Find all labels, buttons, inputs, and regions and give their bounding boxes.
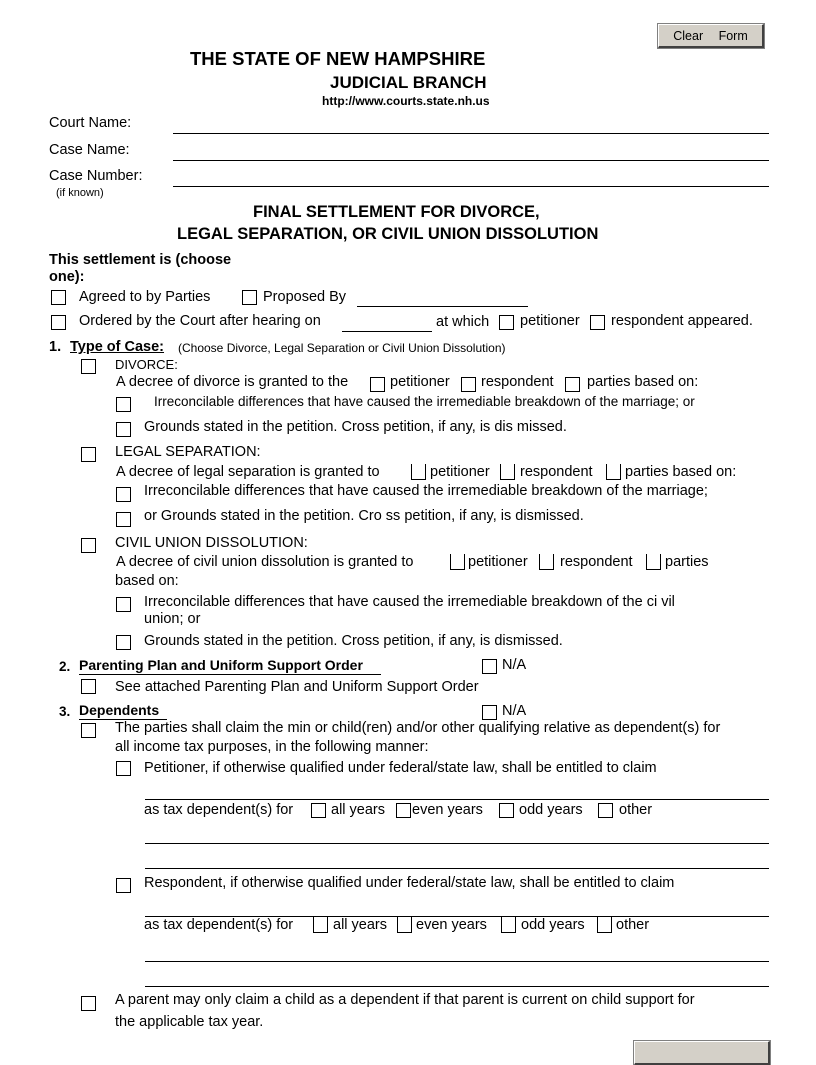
respondent-claim-checkbox[interactable] (116, 878, 131, 893)
branch-heading: JUDICIAL BRANCH (330, 73, 487, 92)
respondent-odd-years-label: odd years (521, 917, 585, 933)
civil-union-irreconcilable-label: Irreconcilable differences that have caused the irremediable breakdown of the ci vil (144, 594, 675, 610)
dependents-claim-text-cont: all income tax purposes, in the following manner: (115, 739, 429, 755)
parenting-plan-checkbox[interactable] (81, 679, 96, 694)
case-name-label: Case Name: (49, 142, 130, 158)
civil-union-irreconcilable-checkbox[interactable] (116, 597, 131, 612)
petitioner-other-checkbox[interactable] (598, 803, 613, 818)
respondent-even-years-checkbox[interactable] (397, 917, 412, 933)
parent-note-text: A parent may only claim a child as a dependent if that parent is current on child support for (115, 992, 695, 1008)
legal-separation-label: LEGAL SEPARATION: (115, 444, 261, 460)
divorce-respondent-label: respondent (481, 374, 554, 390)
civil-union-checkbox[interactable] (81, 538, 96, 553)
dependents-claim-text: The parties shall claim the min or child(ren) and/or other qualifying relative as dependent(s) for (115, 720, 721, 736)
case-number-label: Case Number: (49, 168, 143, 184)
section1-heading: Type of Case: (70, 339, 165, 355)
settlement-heading: This settlement is (choose (49, 252, 232, 268)
respondent-all-years-label: all years (333, 917, 387, 933)
legal-separation-petitioner-checkbox[interactable] (411, 464, 426, 480)
legal-separation-parties-label: parties based on: (625, 464, 737, 480)
divorce-petitioner-checkbox[interactable] (370, 377, 385, 392)
if-known-note: (if known) (56, 187, 104, 199)
respondent-odd-years-checkbox[interactable] (501, 917, 516, 933)
petitioner-other-field-1[interactable] (145, 843, 769, 844)
legal-separation-parties-checkbox[interactable] (606, 464, 621, 480)
ordered-checkbox[interactable] (51, 315, 66, 330)
parent-note-checkbox[interactable] (81, 996, 96, 1011)
divorce-decree-text: A decree of divorce is granted to the (116, 374, 349, 390)
civil-union-grounds-checkbox[interactable] (116, 635, 131, 650)
hearing-date-field[interactable] (342, 331, 432, 332)
section2-na-label: N/A (502, 657, 527, 673)
divorce-parties-checkbox[interactable] (565, 377, 580, 392)
divorce-label: DIVORCE: (115, 357, 178, 372)
settlement-heading-cont: one): (49, 269, 85, 285)
court-name-label: Court Name: (49, 115, 132, 131)
section2-heading: Parenting Plan and Uniform Support Order (79, 657, 363, 673)
civil-union-respondent-label: respondent (560, 554, 633, 570)
section2-na-checkbox[interactable] (482, 659, 497, 674)
civil-union-label: CIVIL UNION DISSOLUTION: (115, 535, 308, 551)
section1-number: 1. (49, 339, 62, 355)
civil-union-grounds-label: Grounds stated in the petition. Cross petition, if any, is dismissed. (144, 633, 563, 649)
civil-union-respondent-checkbox[interactable] (539, 554, 554, 570)
parent-note-text-cont: the applicable tax year. (115, 1014, 264, 1030)
divorce-checkbox[interactable] (81, 359, 96, 374)
proposed-label: Proposed By (263, 289, 347, 305)
petitioner-tax-dependent-label: as tax dependent(s) for (144, 802, 294, 818)
legal-separation-irreconcilable-checkbox[interactable] (116, 487, 131, 502)
respondent-appeared-label: respondent appeared. (611, 313, 753, 329)
respondent-tax-dependent-label: as tax dependent(s) for (144, 917, 294, 933)
petitioner-appeared-checkbox[interactable] (499, 315, 514, 330)
respondent-appeared-checkbox[interactable] (590, 315, 605, 330)
legal-separation-irreconcilable-label: Irreconcilable differences that have caused the irremediable breakdown of the marriage; (144, 483, 708, 499)
petitioner-appeared-label: petitioner (520, 313, 580, 329)
respondent-other-field-2[interactable] (145, 986, 769, 987)
section3-number: 3. (59, 704, 71, 719)
divorce-grounds-label: Grounds stated in the petition. Cross petition, if any, is dis missed. (144, 419, 567, 435)
petitioner-other-label: other (619, 802, 653, 818)
section3-na-label: N/A (502, 703, 527, 719)
court-name-field[interactable] (173, 133, 769, 134)
legal-separation-decree-text: A decree of legal separation is granted to (116, 464, 380, 480)
civil-union-petitioner-checkbox[interactable] (450, 554, 465, 570)
at-which-label: at which (436, 314, 490, 330)
legal-separation-petitioner-label: petitioner (430, 464, 490, 480)
civil-union-petitioner-label: petitioner (468, 554, 528, 570)
respondent-even-years-label: even years (416, 917, 487, 933)
section1-instructions: (Choose Divorce, Legal Separation or Civil Union Dissolution) (178, 341, 506, 355)
agreed-label: Agreed to by Parties (79, 289, 211, 305)
respondent-other-label: other (616, 917, 650, 933)
form-title-line2: LEGAL SEPARATION, OR CIVIL UNION DISSOLUTION (177, 225, 599, 243)
petitioner-odd-years-checkbox[interactable] (499, 803, 514, 818)
case-name-field[interactable] (173, 160, 769, 161)
civil-union-parties-checkbox[interactable] (646, 554, 661, 570)
legal-separation-checkbox[interactable] (81, 447, 96, 462)
parenting-plan-label: See attached Parenting Plan and Uniform Support Order (115, 679, 479, 695)
divorce-grounds-checkbox[interactable] (116, 422, 131, 437)
agreed-checkbox[interactable] (51, 290, 66, 305)
petitioner-dependents-field[interactable] (145, 799, 769, 800)
legal-separation-respondent-label: respondent (520, 464, 593, 480)
case-number-field[interactable] (173, 186, 769, 187)
civil-union-based-on: based on: (115, 573, 179, 589)
divorce-irreconcilable-checkbox[interactable] (116, 397, 131, 412)
petitioner-even-years-label: even years (412, 802, 483, 818)
petitioner-even-years-checkbox[interactable] (396, 803, 411, 818)
respondent-claim-label: Respondent, if otherwise qualified under federal/state law, shall be entitled to claim (144, 875, 675, 891)
proposed-checkbox[interactable] (242, 290, 257, 305)
divorce-respondent-checkbox[interactable] (461, 377, 476, 392)
respondent-other-field-1[interactable] (145, 961, 769, 962)
petitioner-claim-label: Petitioner, if otherwise qualified under federal/state law, shall be entitled to claim (144, 760, 657, 776)
legal-separation-grounds-label: or Grounds stated in the petition. Cro ss petition, if any, is dismissed. (144, 508, 584, 524)
petitioner-odd-years-label: odd years (519, 802, 583, 818)
legal-separation-grounds-checkbox[interactable] (116, 512, 131, 527)
respondent-other-checkbox[interactable] (597, 917, 612, 933)
civil-union-parties-label: parties (665, 554, 709, 570)
divorce-parties-label: parties based on: (587, 374, 699, 390)
form-title-line1: FINAL SETTLEMENT FOR DIVORCE, (253, 203, 540, 221)
petitioner-all-years-checkbox[interactable] (311, 803, 326, 818)
section3-na-checkbox[interactable] (482, 705, 497, 720)
ordered-label: Ordered by the Court after hearing on (79, 313, 321, 329)
dependents-claim-checkbox[interactable] (81, 723, 96, 738)
section2-number: 2. (59, 659, 71, 674)
court-website-link[interactable]: http://www.courts.state.nh.us (322, 94, 490, 108)
section3-heading: Dependents (79, 702, 160, 718)
civil-union-decree-text: A decree of civil union dissolution is granted to (116, 554, 414, 570)
divorce-petitioner-label: petitioner (390, 374, 450, 390)
legal-separation-respondent-checkbox[interactable] (500, 464, 515, 480)
petitioner-all-years-label: all years (331, 802, 385, 818)
section2-heading-underline (79, 674, 381, 675)
respondent-all-years-checkbox[interactable] (313, 917, 328, 933)
petitioner-other-field-2[interactable] (145, 868, 769, 869)
clear-form-button[interactable]: Clear Form (658, 24, 764, 48)
state-heading: THE STATE OF NEW HAMPSHIRE (190, 48, 486, 69)
bottom-form-button[interactable] (634, 1041, 770, 1065)
divorce-irreconcilable-label: Irreconcilable differences that have caused the irremediable breakdown of the marriage; or (154, 394, 695, 409)
petitioner-claim-checkbox[interactable] (116, 761, 131, 776)
civil-union-irreconcilable-cont: union; or (144, 611, 201, 627)
proposed-by-field[interactable] (357, 306, 528, 307)
